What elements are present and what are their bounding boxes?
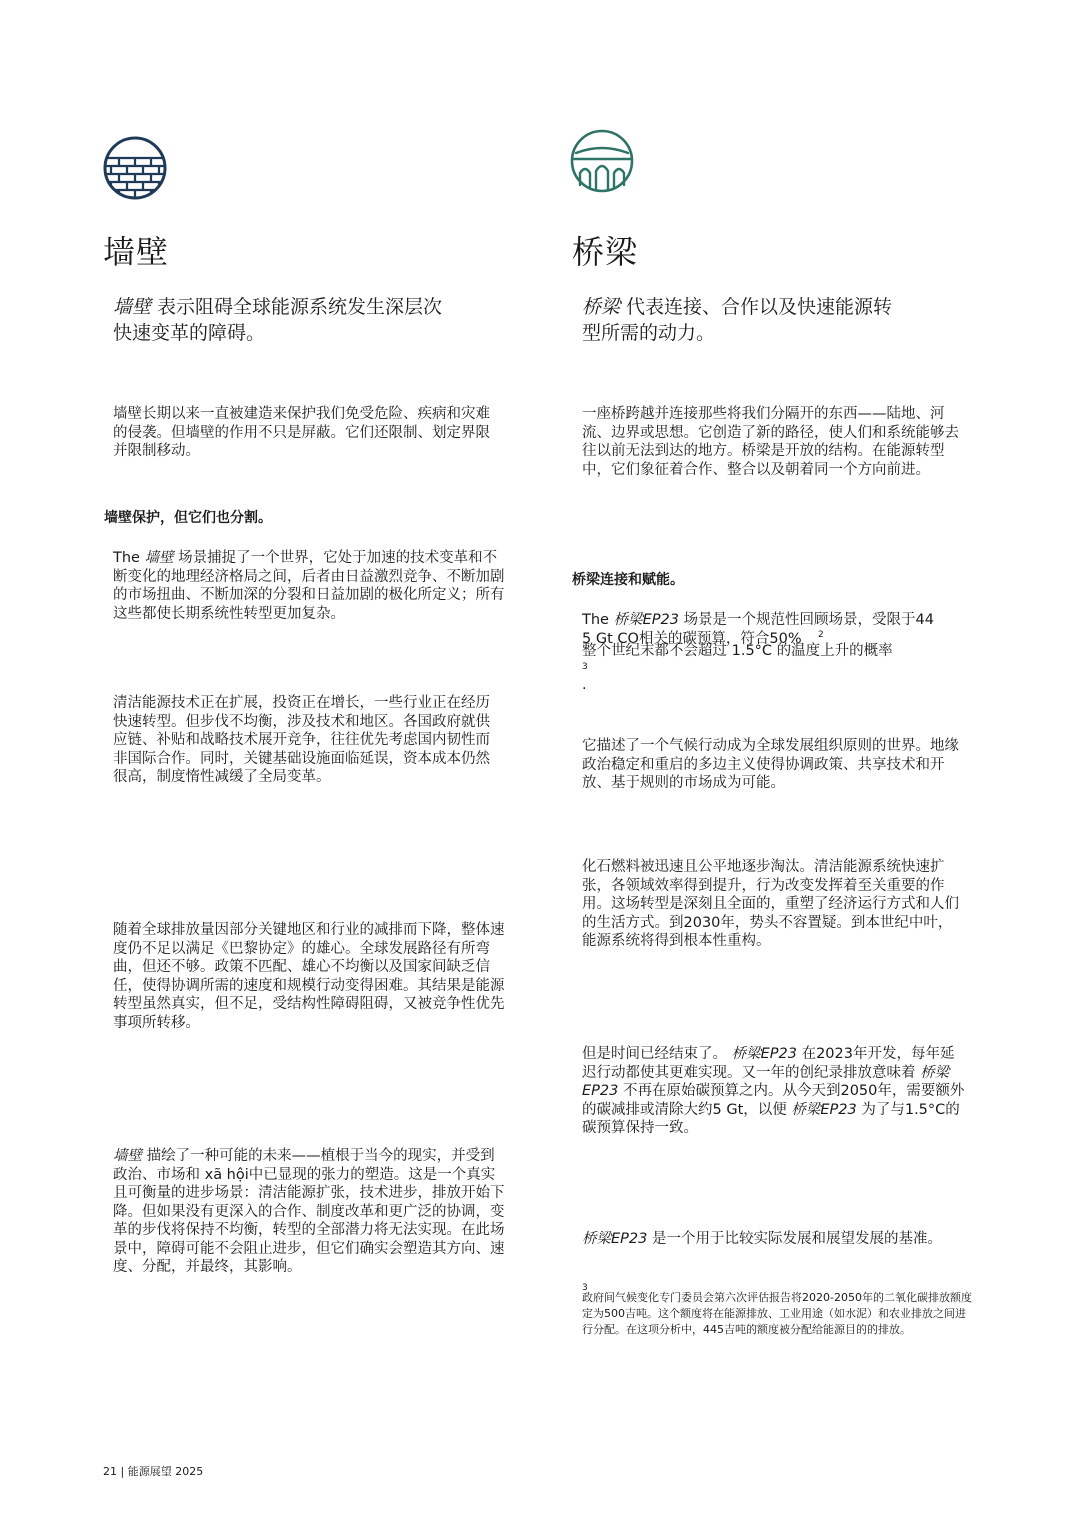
wall-paragraph-1: The 墙壁 场景捕捉了一个世界，它处于加速的技术变革和不断变化的地理经济格局之间，后者由日益激烈竞争、不断加剧的市场扭曲、不断加深的分裂和日益加剧的极化所定义；所有这些都使长期系统性转型更加复杂。: [113, 550, 505, 622]
footnote-ref-2: 2: [818, 630, 824, 640]
footnote-ref-3: 3: [582, 662, 588, 672]
bridge-paragraph-1: The 桥梁EP23 场景是一个规范性回顾场景，受限于44: [582, 612, 934, 628]
bridge-paragraph-1-period: .: [582, 677, 587, 693]
arch-bridge-icon: [570, 129, 634, 193]
bridge-paragraph-3: 化石燃料被迅速且公平地逐步淘汰。清洁能源系统快速扩张，各领域效率得到提升，行为改变发挥着至关重要的作用。这场转型是深刻且全面的，重塑了经济运行方式和人们的生活方式。到2030年，势头不容置疑。到本世纪中叶，能源系统将得到根本性重构。: [582, 859, 959, 949]
bridge-paragraph-4: 但是时间已经结束了。 桥梁EP23 在2023年开发，每年延迟行动都使其更难实现。又一年的创纪录排放意味着 桥梁EP23 不再在原始碳预算之内。从今天到2050年，需要额外的碳减排或清除大约5 Gt，以便 桥梁EP23 为了与1.5°C的碳预算保持一致。: [582, 1046, 965, 1136]
page-footer: 21 | 能源展望 2025: [103, 1465, 204, 1478]
wall-paragraph-3: 随着全球排放量因部分关键地区和行业的减排而下降，整体速度仍不足以满足《巴黎协定》的雄心。全球发展路径有所弯曲，但还不够。政策不匹配、雄心不均衡以及国家间缺乏信任，使得协调所需的速度和规模行动变得困难。其结果是能源转型虽然真实，但不足，受结构性障碍阻碍，又被竞争性优先事项所转移。: [113, 922, 505, 1031]
bridge-subheading: 桥梁连接和赋能。: [572, 572, 684, 588]
wall-lead-em: 墙壁: [113, 296, 152, 318]
bridge-title: 桥梁: [572, 233, 639, 271]
bridge-lead: 桥梁 代表连接、合作以及快速能源转 型所需的动力。: [582, 296, 893, 344]
bridge-intro: 一座桥跨越并连接那些将我们分隔开的东西——陆地、河流、边界或思想。它创造了新的路径，使人们和系统能够去往以前无法到达的地方。桥梁是开放的结构。在能源转型中，它们象征着合作、整合以及朝着同一个方向前进。: [582, 406, 959, 478]
bridge-paragraph-1-line3: 整个世纪末都不会超过 1.5°C 的温度上升的概率: [582, 643, 893, 659]
footnote-number: 3: [582, 1283, 588, 1293]
wall-paragraph-4: 墙壁 描绘了一种可能的未来——植根于当今的现实，并受到政治、市场和 xã hội中已显现的张力的塑造。这是一个真实且可衡量的进步场景：清洁能源扩张，技术进步，排放开始下降。但如果没有更深入的合作、制度改革和更广泛的协调，变革的步伐将保持不均衡，转型的全部潜力将无法实现。在此场景中，障碍可能不会阻止进步，但它们确实会塑造其方向、速度、分配，并最终，其影响。: [113, 1148, 505, 1275]
bridge-paragraph-1-line2: 5 Gt CO相关的碳预算，符合50%: [582, 631, 802, 647]
footnote-text: 政府间气候变化专门委员会第六次评估报告将2020-2050年的二氧化碳排放额度定为500吉吨。这个额度将在能源排放、工业用途（如水泥）和农业排放之间进行分配。在这项分析中，445吉吨的额度被分配给能源目的的排放。: [582, 1291, 972, 1336]
wall-lead: 墙壁 表示阻碍全球能源系统发生深层次 快速变革的障碍。: [113, 296, 443, 344]
bridge-paragraph-5: 桥梁EP23 是一个用于比较实际发展和展望发展的基准。: [582, 1231, 942, 1247]
wall-subheading: 墙壁保护，但它们也分割。: [104, 510, 272, 526]
wall-intro: 墙壁长期以来一直被建造来保护我们免受危险、疾病和灾难的侵袭。但墙壁的作用不只是屏蔽。它们还限制、划定界限并限制移动。: [113, 406, 490, 459]
wall-title: 墙壁: [103, 233, 170, 271]
bridge-paragraph-2: 它描述了一个气候行动成为全球发展组织原则的世界。地缘政治稳定和重启的多边主义使得协调政策、共享技术和开放、基于规则的市场成为可能。: [582, 738, 959, 791]
bridge-lead-em: 桥梁: [582, 296, 621, 318]
brick-wall-icon: [103, 136, 167, 200]
wall-paragraph-2: 清洁能源技术正在扩展，投资正在增长，一些行业正在经历快速转型。但步伐不均衡，涉及技术和地区。各国政府就供应链、补贴和战略技术展开竞争，往往优先考虑国内韧性而非国际合作。同时，关键基础设施面临延误，资本成本仍然很高，制度惰性减缓了全局变革。: [113, 695, 490, 785]
